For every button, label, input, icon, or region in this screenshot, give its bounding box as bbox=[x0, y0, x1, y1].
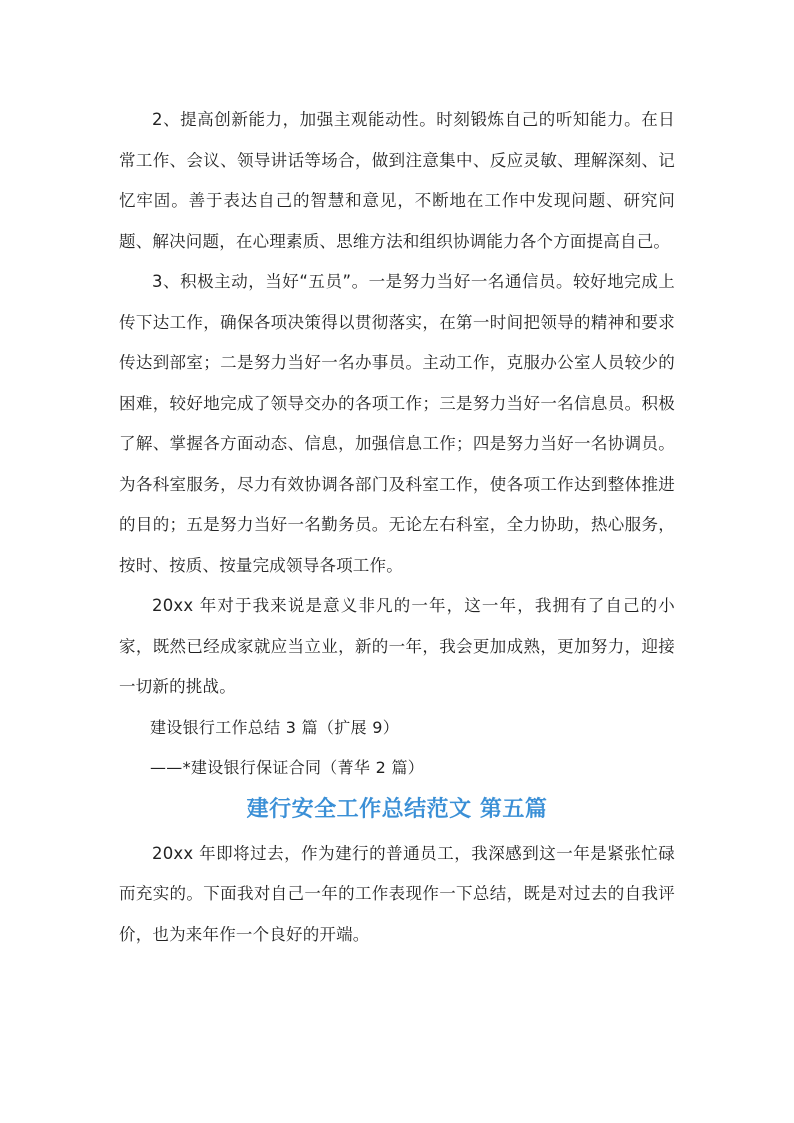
paragraph-innovation: 2、提高创新能力，加强主观能动性。时刻锻炼自己的听知能力。在日常工作、会议、领导讲话等场合，做到注意集中、反应灵敏、理解深刻、记忆牢固。善于表达自己的智慧和意见，不断地在工作中发现问题、研究问题、解决问题，在心理素质、思维方法和组织协调能力各个方面提高自己。 bbox=[119, 110, 675, 251]
section-heading: 建行安全工作总结范文 第五篇 bbox=[246, 796, 548, 822]
paragraph-five-roles: 3、积极主动，当好“五员”。一是努力当好一名通信员。较好地完成上传下达工作，确保各项决策得以贯彻落实，在第一时间把领导的精神和要求传达到部室；二是努力当好一名办事员。主动工作，克服办公室人员较少的困难，较好地完成了领导交办的各项工作；三是努力当好一名信息员。积极了解、掌握各方面动态、信息，加强信息工作；四是努力当好一名协调员。为各科室服务，尽力有效协调各部门及科室工作，使各项工作达到整体推进的目的；五是努力当好一名勤务员。无论左右科室，全力协助，热心服务，按时、按质、按量完成领导各项工作。 bbox=[119, 272, 675, 575]
paragraph-new-year: 20xx 年对于我来说是意义非凡的一年，这一年，我拥有了自己的小家，既然已经成家就应当立业，新的一年，我会更加成熟，更加努力，迎接一切新的挑战。 bbox=[119, 596, 675, 696]
related-link-line: ——*建设银行保证合同（菁华 2 篇） bbox=[150, 757, 425, 777]
document-page bbox=[119, 100, 675, 955]
extension-line: 建设银行工作总结 3 篇（扩展 9） bbox=[150, 717, 400, 737]
paragraph-intro-fifth: 20xx 年即将过去，作为建行的普通员工，我深感到这一年是紧张忙碌而充实的。下面我对自己一年的工作表现作一下总结，既是对过去的自我评价，也为来年作一个良好的开端。 bbox=[119, 843, 675, 944]
